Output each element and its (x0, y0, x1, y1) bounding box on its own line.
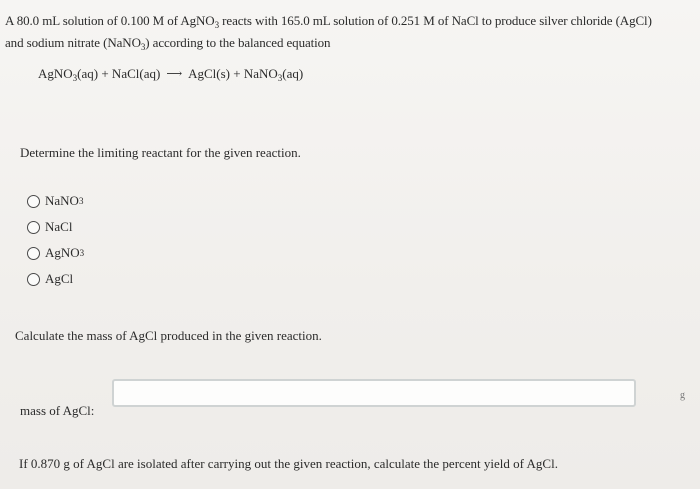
product-state: (aq) (282, 66, 304, 81)
option-nacl[interactable] (27, 214, 84, 240)
product-text: AgCl(s) + NaNO (188, 66, 278, 81)
option-label: AgNO (45, 245, 80, 260)
unit-label: g (680, 390, 685, 401)
problem-text: reacts with 165.0 mL solution of 0.251 M of NaCl to produce silver chloride (AgCl) (219, 13, 652, 28)
reactant-nacl: (aq) + NaCl(aq) (77, 66, 161, 81)
mass-question: Calculate the mass of AgCl produced in the given reaction. (15, 328, 322, 343)
mass-answer-label: mass of AgCl: (20, 403, 95, 418)
reactant-agno3: AgNO (38, 66, 73, 81)
radio-button[interactable] (27, 221, 40, 234)
radio-button[interactable] (27, 273, 40, 286)
reaction-arrow-icon: ⟶ (166, 68, 183, 80)
problem-text: ) according to the balanced equation (145, 35, 331, 50)
option-label: AgCl (45, 271, 74, 286)
problem-line-2 (5, 32, 675, 54)
limiting-reactant-options (27, 188, 84, 292)
option-agno3[interactable]: AgNO 3 (27, 240, 84, 266)
subscript: 3 (72, 73, 78, 83)
problem-text: and sodium nitrate (NaNO (5, 35, 141, 50)
limiting-reactant-question: Determine the limiting reactant for the given reaction. (20, 145, 301, 160)
subscript: 3 (214, 20, 220, 30)
option-nano3[interactable]: NaNO 3 (27, 188, 84, 214)
problem-line-1 (5, 10, 675, 32)
percent-yield-question: If 0.870 g of AgCl are isolated after carrying out the given reaction, calculate the percent yield of AgCl. (19, 456, 558, 471)
subscript: 3 (140, 42, 146, 52)
radio-button[interactable] (27, 195, 40, 208)
mass-answer-input[interactable] (112, 379, 636, 407)
radio-button[interactable] (27, 247, 40, 260)
problem-statement (5, 10, 675, 54)
subscript: 3 (277, 73, 283, 83)
problem-text: A 80.0 mL solution of 0.100 M of AgNO (5, 13, 215, 28)
option-label: NaCl (45, 219, 73, 234)
option-agcl[interactable] (27, 266, 84, 292)
option-label: NaNO (45, 193, 79, 208)
balanced-equation (38, 66, 303, 82)
